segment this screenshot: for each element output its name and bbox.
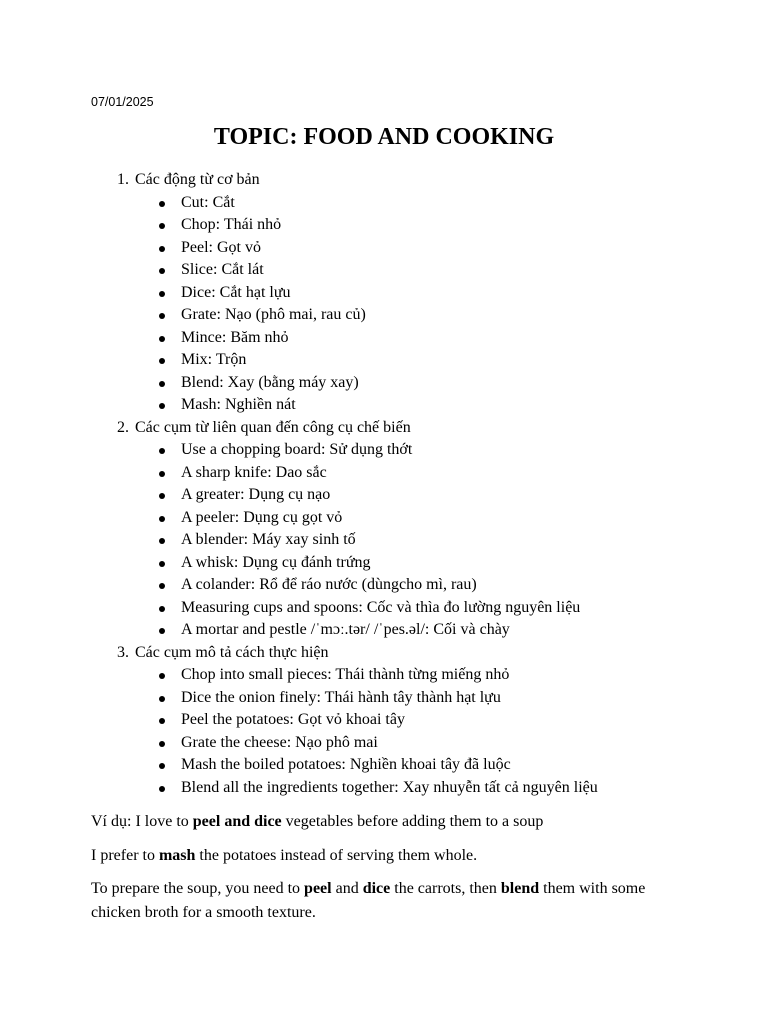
list-item: Mince: Băm nhỏ [0,327,768,350]
bullet-icon [0,754,181,777]
item-list [0,192,768,417]
bullet-icon [0,597,181,620]
section-3 [0,642,768,800]
list-item: Grate: Nạo (phô mai, rau củ) [0,304,768,327]
item-list [0,664,768,799]
section-number: 2. [117,418,129,436]
bullet-icon [0,282,181,305]
list-item: Peel: Gọt vỏ [0,237,768,260]
list-item: Grate the cheese: Nạo phô mai [0,732,768,755]
bullet-icon [0,552,181,575]
list-item: Peel the potatoes: Gọt vỏ khoai tây [0,709,768,732]
bullet-icon [0,777,181,800]
bullet-icon [0,394,181,417]
bullet-icon [0,507,181,530]
list-item: A mortar and pestle /ˈmɔː.tər/ /ˈpes.əl/: Cối và chày [0,619,768,642]
bullet-icon [0,259,181,282]
section-heading-text: Các động từ cơ bản [135,171,260,188]
section-heading [0,642,768,665]
list-item: Blend: Xay (bằng máy xay) [0,372,768,395]
section-heading-text: Các cụm từ liên quan đến công cụ chế biến [135,418,411,436]
bullet-icon [0,484,181,507]
list-item: A peeler: Dụng cụ gọt vỏ [0,507,768,530]
list-item: Mash the boiled potatoes: Nghiền khoai tây đã luộc [0,754,768,777]
list-item: A colander: Rổ để ráo nước (dùngcho mì, rau) [0,574,768,597]
bullet-icon [0,619,181,642]
list-item: Mix: Trộn [0,349,768,372]
list-item: A whisk: Dụng cụ đánh trứng [0,552,768,575]
list-item: Chop into small pieces: Thái thành từng miếng nhỏ [0,664,768,687]
section-number: 3. [117,643,129,661]
list-item: Measuring cups and spoons: Cốc và thìa đo lường nguyên liệu [0,597,768,620]
item-list [0,439,768,642]
example-paragraph-2: I prefer to mash the potatoes instead of serving them whole. [91,847,478,864]
list-item: Mash: Nghiền nát [0,394,768,417]
bullet-icon [0,439,181,462]
section-number: 1. [117,171,129,188]
example-paragraph-3: To prepare the soup, you need to peel and dice the carrots, then blend them with some chicken broth for a smooth texture. [91,880,646,921]
document-date: 07/01/2025 [91,95,154,109]
bullet-icon [0,529,181,552]
bullet-icon [0,709,181,732]
bullet-icon [0,732,181,755]
bullet-icon [0,687,181,710]
list-item: A greater: Dụng cụ nạo [0,484,768,507]
bullet-icon [0,304,181,327]
list-item: Dice the onion finely: Thái hành tây thành hạt lựu [0,687,768,710]
document-title: TOPIC: FOOD AND COOKING [213,124,555,150]
section-heading-text: Các cụm mô tả cách thực hiện [135,643,329,661]
section-heading [0,169,768,192]
section-1 [0,169,768,417]
section-heading [0,417,768,440]
section-list [0,169,768,799]
bullet-icon [0,349,181,372]
bullet-icon [0,574,181,597]
bullet-icon [0,237,181,260]
example-paragraph-1: Ví dụ: I love to peel and dice vegetables before adding them to a soup [91,813,544,830]
document-content [0,169,768,799]
list-item: Use a chopping board: Sử dụng thớt [0,439,768,462]
bullet-icon [0,327,181,350]
section-2 [0,417,768,642]
list-item: A blender: Máy xay sinh tố [0,529,768,552]
list-item: Slice: Cắt lát [0,259,768,282]
list-item: Blend all the ingredients together: Xay nhuyễn tất cả nguyên liệu [0,777,768,800]
bullet-icon [0,372,181,395]
list-item: Chop: Thái nhỏ [0,214,768,237]
bullet-icon [0,664,181,687]
list-item: Cut: Cắt [0,192,768,215]
list-item: Dice: Cắt hạt lựu [0,282,768,305]
list-item: A sharp knife: Dao sắc [0,462,768,485]
bullet-icon [0,192,181,215]
bullet-icon [0,214,181,237]
bullet-icon [0,462,181,485]
